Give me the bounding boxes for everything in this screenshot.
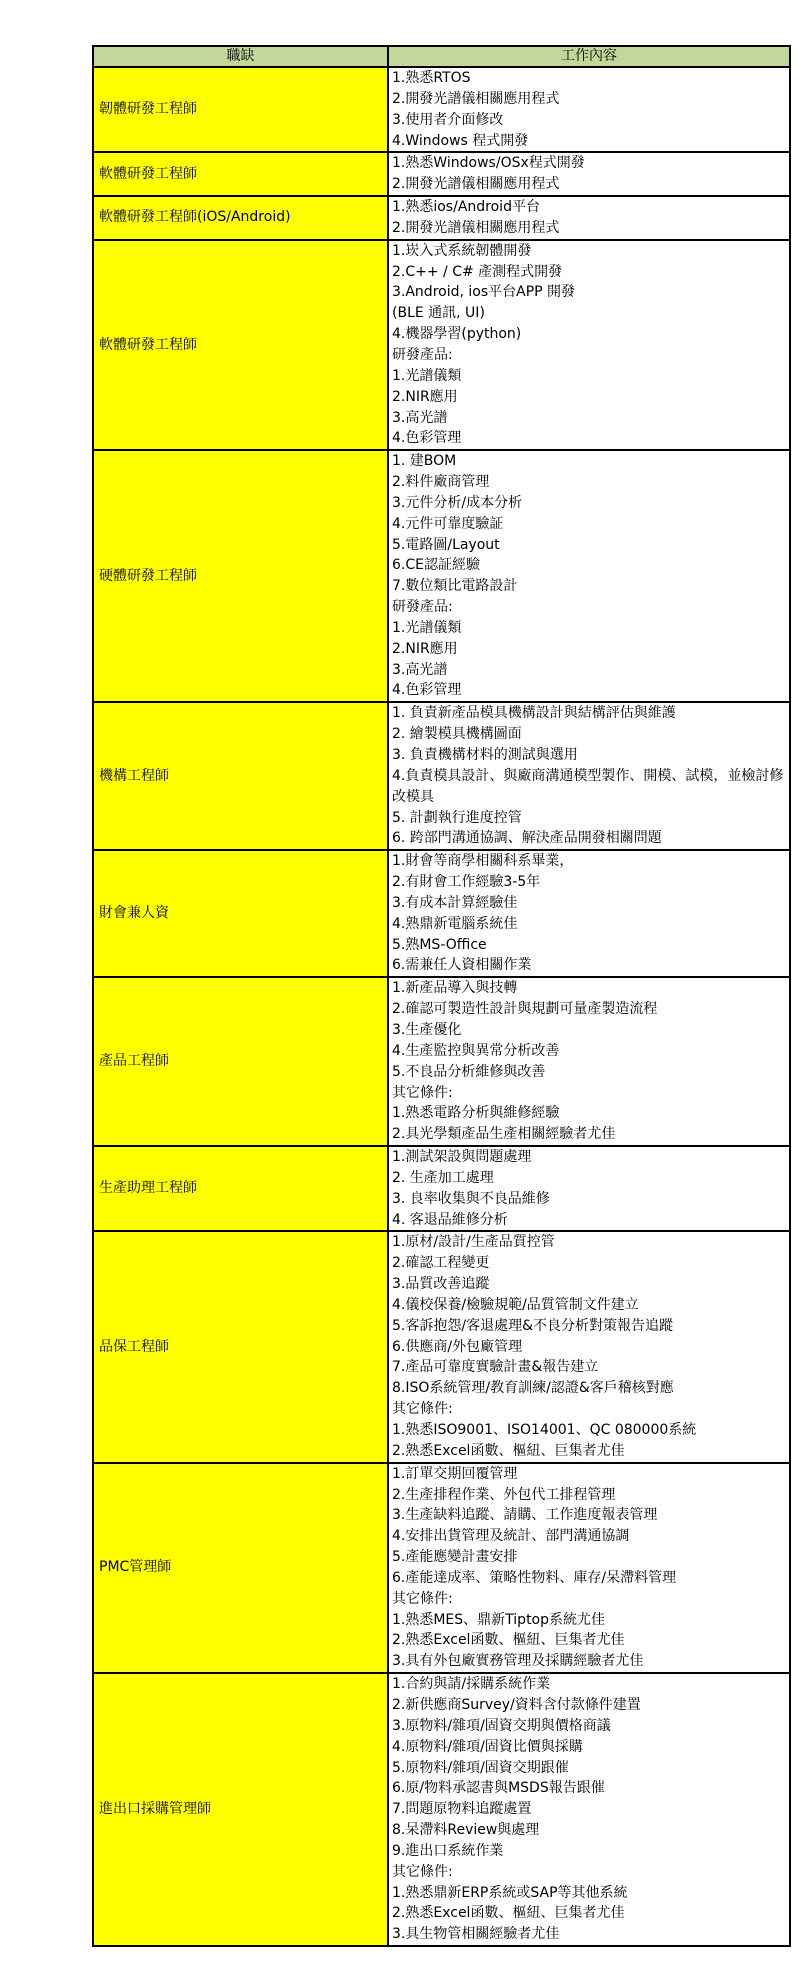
duty-line: 3. 良率收集與不良品維修: [392, 1190, 550, 1207]
duty-line: 其它條件:: [392, 1401, 453, 1418]
job-title: 品保工程師: [93, 1231, 388, 1462]
duty-line: 6.原/物料承認書與MSDS報告跟催: [392, 1780, 605, 1797]
duty-line: 1.熟悉Windows/OSx程式開發: [392, 155, 585, 172]
duty-line: 2.生產排程作業、外包代工排程管理: [392, 1486, 616, 1503]
duty-line: 1.熟悉ios/Android平台: [392, 199, 540, 216]
job-duties: [388, 67, 790, 152]
duty-line: 3.具有外包廠實務管理及採購經驗者尤佳: [392, 1653, 644, 1670]
duty-line: 1.測試架設與問題處理: [392, 1149, 532, 1166]
duty-line: 4.儀校保養/檢驗規範/品質管制文件建立: [392, 1296, 639, 1313]
duty-line: 9.進出口系統作業: [392, 1842, 504, 1859]
duty-line: 8.ISO系統管理/教育訓練/認證&客戶稽核對應: [392, 1380, 674, 1397]
duty-line: 7.數位類比電路設計: [392, 578, 518, 595]
duty-line: 2. 生產加工處理: [392, 1169, 494, 1186]
duty-line: 2.料件廠商管理: [392, 474, 490, 491]
duty-line: 4.熟鼎新電腦系統佳: [392, 915, 518, 932]
duty-line: 2.新供應商Survey/資料含付款條件建置: [392, 1696, 641, 1713]
duty-line: 2.開發光譜儀相關應用程式: [392, 219, 560, 236]
job-duties: [388, 1463, 790, 1673]
duty-line: 5.電路圖/Layout: [392, 536, 500, 553]
duty-line: 1.熟悉RTOS: [392, 70, 471, 86]
job-duties: [388, 450, 790, 702]
duty-line: 4.Windows 程式開發: [392, 132, 529, 149]
duty-line: 2.具光學類產品生產相關經驗者尤佳: [392, 1126, 616, 1143]
job-duties: [388, 240, 790, 450]
duty-line: 6.CE認証經驗: [392, 557, 480, 574]
duty-line: 5.不良品分析維修與改善: [392, 1063, 546, 1080]
table-row: [93, 1146, 790, 1231]
duty-line: 1.合約與請/採購系統作業: [392, 1676, 551, 1693]
duty-line: 4.負責模具設計、與廠商溝通模型製作、開模、試模，並檢討修改模具: [392, 767, 784, 805]
duty-line: 8.呆滯料Review與處理: [392, 1822, 540, 1839]
duty-line: 1. 負責新產品模具機構設計與結構評估與維護: [392, 705, 676, 722]
duty-line: 2.熟悉Excel函數、樞紐、巨集者尤佳: [392, 1442, 625, 1459]
job-title: 韌體研發工程師: [93, 67, 388, 152]
header-position: 職缺: [93, 46, 388, 67]
job-duties: [388, 977, 790, 1146]
duty-line: (BLE 通訊, UI): [392, 305, 485, 322]
job-duties: [388, 152, 790, 196]
duty-line: 7.產品可靠度實驗計畫&報告建立: [392, 1359, 599, 1376]
duty-line: 2.開發光譜儀相關應用程式: [392, 176, 560, 193]
job-duties: [388, 196, 790, 240]
duty-line: 其它條件:: [392, 1863, 453, 1880]
duty-line: 3.原物料/雜項/固資交期與價格商議: [392, 1717, 611, 1734]
duty-line: 2.NIR應用: [392, 388, 458, 405]
job-title: 進出口採購管理師: [93, 1673, 388, 1946]
duty-line: 1.熟悉MES、鼎新Tiptop系統尤佳: [392, 1611, 606, 1628]
duty-line: 1.光譜儀類: [392, 367, 462, 384]
duty-line: 1.財會等商學相關科系畢業，: [392, 853, 574, 870]
duty-line: 2.NIR應用: [392, 640, 458, 657]
duty-line: 4.機器學習(python): [392, 326, 522, 343]
duty-line: 2.熟悉Excel函數、樞紐、巨集者尤佳: [392, 1632, 625, 1649]
table-body: [93, 67, 790, 1946]
job-duties: [388, 1231, 790, 1462]
duty-line: 1.崁入式系統韌體開發: [392, 242, 532, 259]
duty-line: 4. 客退品維修分析: [392, 1211, 508, 1228]
duty-line: 3.有成本計算經驗佳: [392, 894, 518, 911]
duty-line: 4.色彩管理: [392, 430, 462, 447]
table-row: [93, 1231, 790, 1462]
duty-line: 3.高光譜: [392, 409, 448, 426]
duty-line: 2.開發光譜儀相關應用程式: [392, 90, 560, 107]
duty-line: 3.使用者介面修改: [392, 111, 504, 128]
duty-line: 其它條件:: [392, 1590, 453, 1607]
duty-line: 1.新產品導入與技轉: [392, 980, 518, 997]
duty-line: 4.安排出貨管理及統計、部門溝通協調: [392, 1528, 630, 1545]
duty-line: 3.生產缺料追蹤、請購、工作進度報表管理: [392, 1507, 658, 1524]
duty-line: 6.需兼任人資相關作業: [392, 957, 532, 974]
job-title: 硬體研發工程師: [93, 450, 388, 702]
table-row: [93, 196, 790, 240]
duty-line: 3.具生物管相關經驗者尤佳: [392, 1926, 560, 1943]
job-title: 產品工程師: [93, 977, 388, 1146]
duty-line: 6. 跨部門溝通協調、解決產品開發相關問題: [392, 830, 662, 847]
duty-line: 1. 建BOM: [392, 453, 457, 470]
duty-line: 1.訂單交期回覆管理: [392, 1465, 518, 1482]
duty-line: 2. 繪製模具機構圖面: [392, 726, 522, 743]
duty-line: 2.C++ / C# 產測程式開發: [392, 263, 563, 280]
duty-line: 3.品質改善追蹤: [392, 1276, 490, 1293]
duty-line: 3. 負責機構材料的測試與選用: [392, 747, 578, 763]
table-row: [93, 450, 790, 702]
job-title: 生產助理工程師: [93, 1146, 388, 1231]
table-row: [93, 152, 790, 196]
duty-line: 1.熟悉ISO9001、ISO14001、QC 080000系統: [392, 1422, 697, 1438]
duty-line: 2.確認可製造性設計與規劃可量產製造流程: [392, 1001, 658, 1018]
duty-line: 3.Android, ios平台APP 開發: [392, 284, 576, 301]
job-openings-table: [92, 45, 791, 1947]
job-title: 軟體研發工程師: [93, 240, 388, 450]
job-title: PMC管理師: [93, 1463, 388, 1673]
duty-line: 1.原材/設計/生產品質控管: [392, 1234, 555, 1251]
duty-line: 3.生產優化: [392, 1021, 462, 1038]
duty-line: 5. 計劃執行進度控管: [392, 809, 522, 826]
duty-line: 研發產品:: [392, 599, 453, 616]
duty-line: 5.原物料/雜項/固資交期跟催: [392, 1759, 569, 1776]
duty-line: 2.確認工程變更: [392, 1255, 490, 1272]
duty-line: 6.產能達成率、策略性物料、庫存/呆滯料管理: [392, 1569, 677, 1586]
duty-line: 5.產能應變計畫安排: [392, 1549, 518, 1566]
job-title: 軟體研發工程師: [93, 152, 388, 196]
job-duties: [388, 1673, 790, 1946]
duty-line: 3.高光譜: [392, 661, 448, 678]
duty-line: 2.有財會工作經驗3-5年: [392, 874, 541, 891]
table-row: [93, 850, 790, 977]
table-header-row: [93, 46, 790, 67]
job-title: 機構工程師: [93, 702, 388, 850]
duty-line: 1.光譜儀類: [392, 619, 462, 636]
duty-line: 7.問題原物料追蹤處置: [392, 1801, 532, 1818]
duty-line: 其它條件:: [392, 1084, 453, 1101]
duty-line: 1.熟悉鼎新ERP系統或SAP等其他系統: [392, 1884, 628, 1901]
job-duties: [388, 702, 790, 850]
table-row: [93, 1463, 790, 1673]
duty-line: 4.色彩管理: [392, 682, 462, 699]
job-title: 財會兼人資: [93, 850, 388, 977]
job-duties: [388, 1146, 790, 1231]
job-title: 軟體研發工程師(iOS/Android): [93, 196, 388, 240]
duty-line: 2.熟悉Excel函數、樞紐、巨集者尤佳: [392, 1905, 625, 1922]
duty-line: 6.供應商/外包廠管理: [392, 1338, 523, 1355]
table-row: [93, 977, 790, 1146]
duty-line: 5.客訴抱怨/客退處理&不良分析對策報告追蹤: [392, 1317, 673, 1334]
duty-line: 3.元件分析/成本分析: [392, 494, 523, 511]
job-duties: [388, 850, 790, 977]
table-row: [93, 67, 790, 152]
duty-line: 1.熟悉電路分析與維修經驗: [392, 1105, 560, 1122]
table-row: [93, 702, 790, 850]
table-row: [93, 1673, 790, 1946]
duty-line: 4.生產監控與異常分析改善: [392, 1042, 560, 1059]
header-content: 工作內容: [388, 46, 790, 67]
duty-line: 4.元件可靠度驗証: [392, 515, 504, 532]
table-row: [93, 240, 790, 450]
duty-line: 4.原物料/雜項/固資比價與採購: [392, 1738, 583, 1755]
duty-line: 研發產品:: [392, 346, 453, 363]
duty-line: 5.熟MS-Office: [392, 936, 487, 953]
